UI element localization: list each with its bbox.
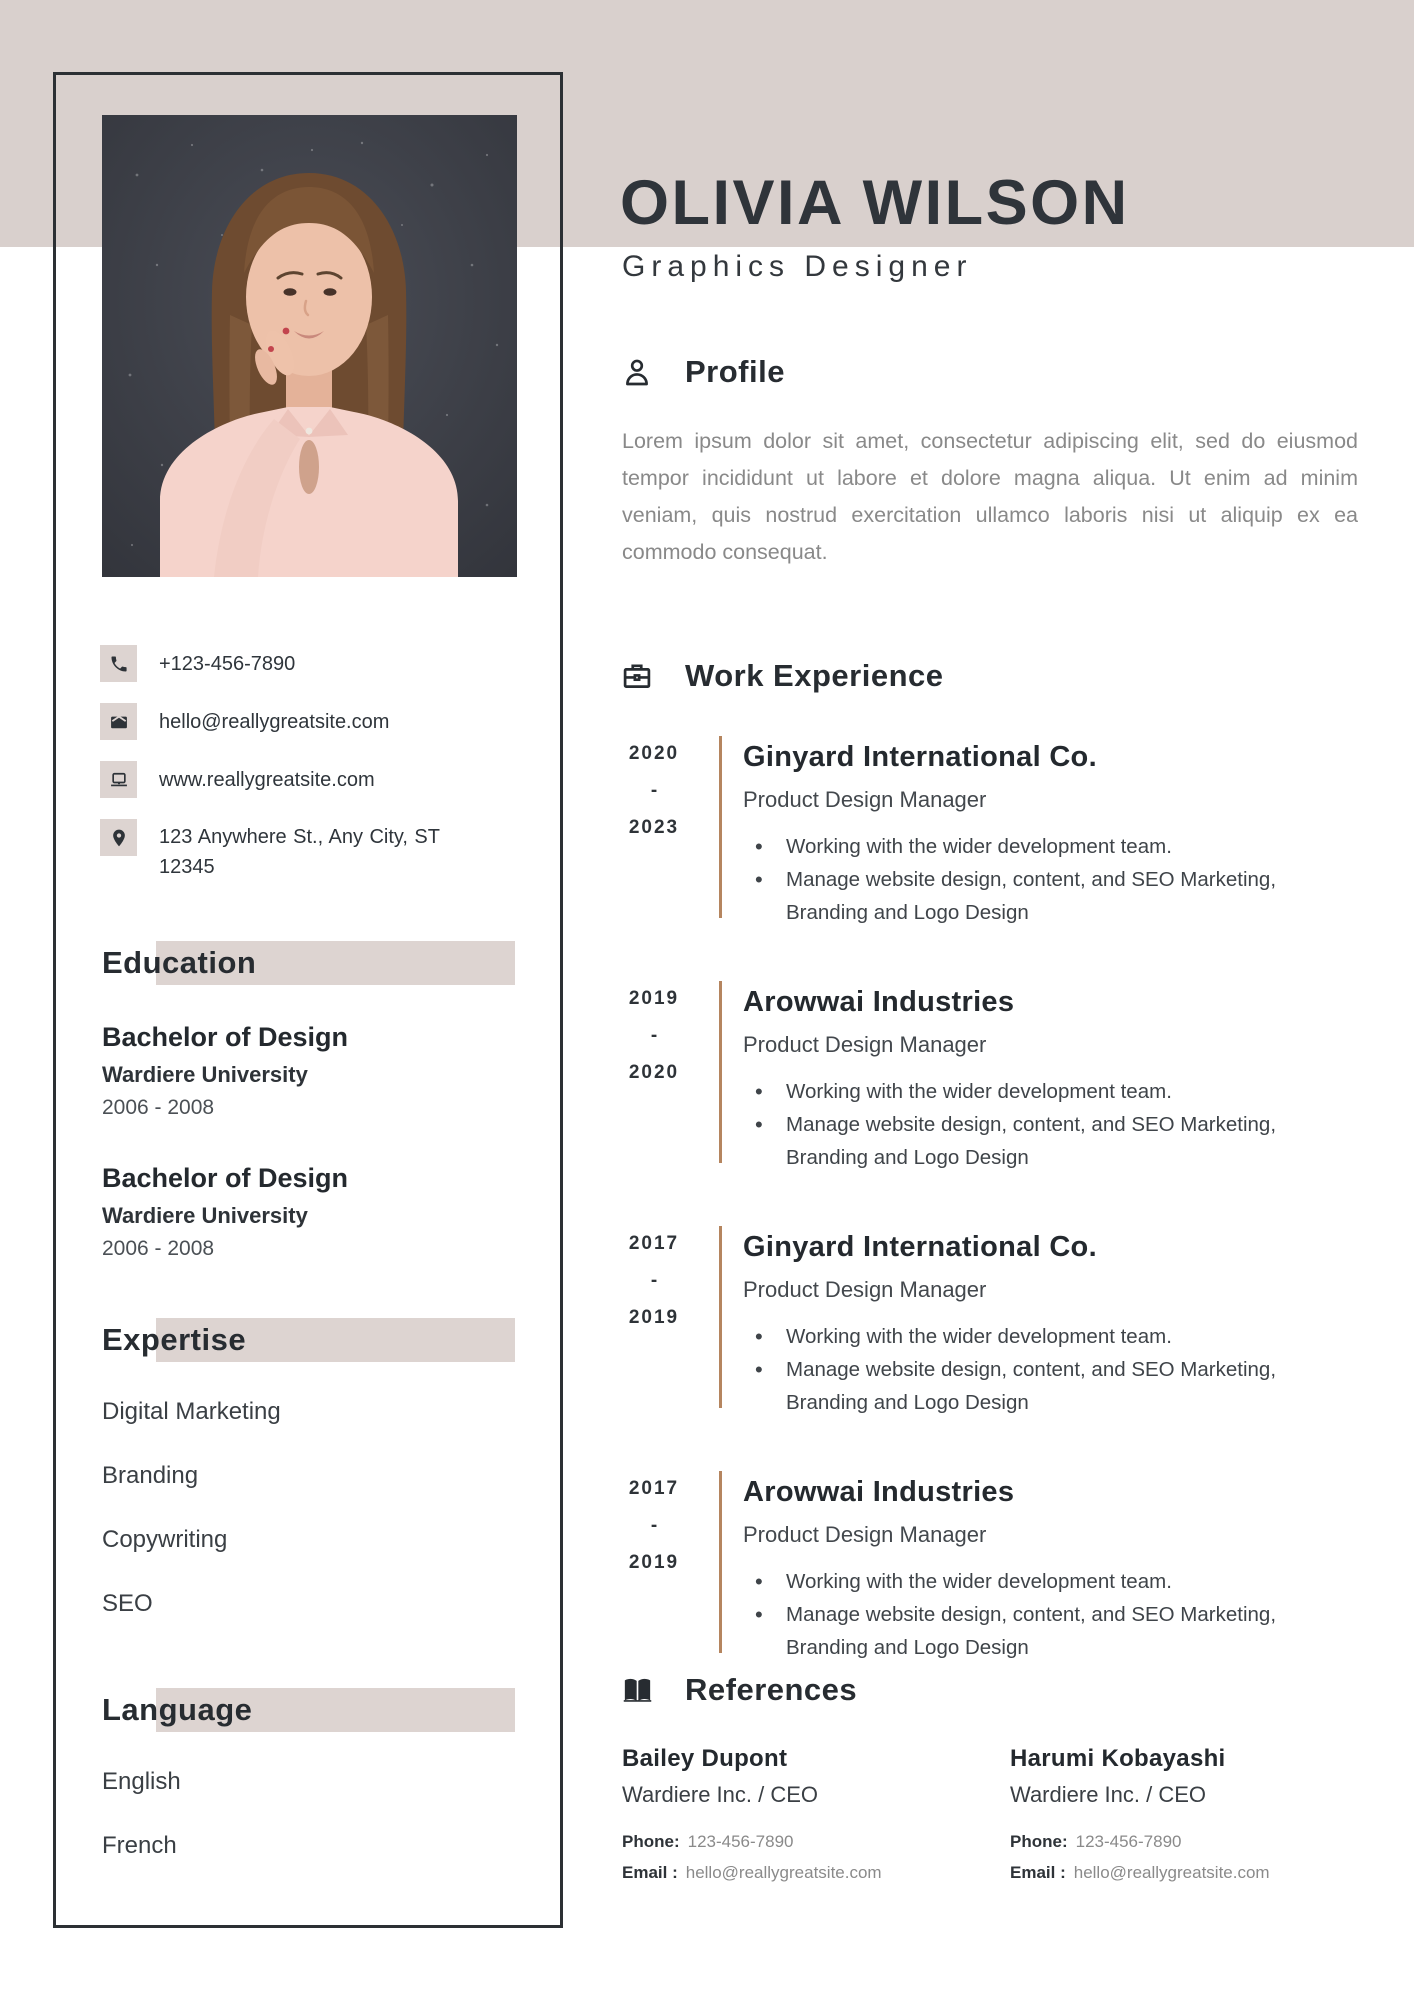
education-entry bbox=[102, 1161, 516, 1262]
education-years: 2006 - 2008 bbox=[102, 1237, 215, 1260]
reference-entry bbox=[1010, 1744, 1390, 1884]
work-experience-heading: Work Experience bbox=[620, 658, 943, 694]
phone-icon bbox=[100, 645, 137, 682]
contact-row-email bbox=[100, 703, 440, 740]
reference-company: Wardiere Inc. / CEO bbox=[1010, 1782, 1207, 1807]
email-address: hello@reallygreatsite.com bbox=[159, 711, 390, 733]
reference-name: Harumi Kobayashi bbox=[1010, 1745, 1226, 1772]
reference-name: Bailey Dupont bbox=[622, 1745, 788, 1772]
degree-title: Bachelor of Design bbox=[102, 1022, 349, 1052]
work-entry bbox=[622, 985, 1362, 1174]
page-title: OLIVIA WILSON bbox=[620, 168, 1130, 238]
work-entry-years: 2020 - 2023 bbox=[622, 743, 686, 839]
language-list bbox=[102, 1768, 516, 1860]
language-section bbox=[102, 1688, 516, 1860]
phone-label: Phone: bbox=[1010, 1832, 1068, 1851]
mailing-address: 123 Anywhere St., Any City, ST 12345 bbox=[159, 826, 440, 878]
dash: - bbox=[650, 1515, 658, 1536]
timeline-divider bbox=[719, 981, 722, 1163]
book-icon bbox=[620, 1673, 654, 1707]
job-bullets bbox=[743, 1320, 1362, 1419]
job-role: Product Design Manager bbox=[743, 1522, 987, 1547]
references-heading: References bbox=[620, 1672, 857, 1708]
school-name: Wardiere University bbox=[102, 1062, 308, 1087]
expertise-item: Copywriting bbox=[102, 1526, 228, 1553]
contact-row-phone bbox=[100, 645, 440, 682]
portrait-photo bbox=[102, 115, 517, 577]
website-url: www.reallygreatsite.com bbox=[159, 769, 375, 791]
language-heading: Language bbox=[102, 1688, 516, 1732]
email-label: Email : bbox=[1010, 1863, 1066, 1882]
work-entry bbox=[622, 1475, 1362, 1664]
work-entry bbox=[622, 1230, 1362, 1419]
expertise-item: Branding bbox=[102, 1462, 199, 1489]
work-entry-years: 2017 - 2019 bbox=[622, 1478, 686, 1574]
timeline-divider bbox=[719, 1226, 722, 1408]
job-role: Product Design Manager bbox=[743, 787, 987, 812]
reference-entry bbox=[622, 1744, 1002, 1884]
company-name: Ginyard International Co. bbox=[743, 1231, 1097, 1263]
expertise-item: SEO bbox=[102, 1590, 153, 1617]
job-title: Graphics Designer bbox=[622, 250, 973, 283]
reference-phone-row bbox=[622, 1831, 1002, 1853]
reference-email-row bbox=[622, 1862, 1002, 1884]
work-entry-years: 2019 - 2020 bbox=[622, 988, 686, 1084]
education-years: 2006 - 2008 bbox=[102, 1096, 215, 1119]
language-item: English bbox=[102, 1768, 181, 1795]
person-icon bbox=[620, 355, 654, 389]
portrait-illustration bbox=[102, 115, 517, 577]
job-bullets bbox=[743, 1565, 1362, 1664]
dash: - bbox=[650, 1270, 658, 1291]
job-bullets bbox=[743, 830, 1362, 929]
job-role: Product Design Manager bbox=[743, 1277, 987, 1302]
phone-value: 123-456-7890 bbox=[1075, 1832, 1182, 1851]
expertise-item: Digital Marketing bbox=[102, 1398, 281, 1425]
envelope-icon bbox=[100, 703, 137, 740]
email-label: Email : bbox=[622, 1863, 678, 1882]
job-bullet: • Working with the wider development team. bbox=[755, 1320, 1351, 1353]
location-pin-icon bbox=[100, 819, 137, 856]
job-bullet: • Manage website design, content, and SEO Marketing, Branding and Logo Design bbox=[755, 1353, 1351, 1419]
reference-email-row bbox=[1010, 1862, 1390, 1884]
language-item: French bbox=[102, 1832, 177, 1859]
timeline-divider bbox=[719, 736, 722, 918]
work-entry bbox=[622, 740, 1362, 929]
expertise-section bbox=[102, 1318, 516, 1618]
email-value: hello@reallygreatsite.com bbox=[1073, 1863, 1270, 1882]
briefcase-icon bbox=[620, 659, 654, 693]
profile-paragraph: Lorem ipsum dolor sit amet, consectetur adipiscing elit, sed do eiusmod tempor incididunt ut labore et dolore magna aliqua. Ut enim ad minim veniam, quis nostrud exercitation ullamco laboris nisi ut aliquip ex ea commodo consequat. bbox=[622, 429, 1358, 564]
dash: - bbox=[650, 780, 658, 801]
job-bullet: • Working with the wider development team. bbox=[755, 830, 1351, 863]
email-value: hello@reallygreatsite.com bbox=[685, 1863, 882, 1882]
reference-phone-row bbox=[1010, 1831, 1390, 1853]
job-bullet: • Manage website design, content, and SEO Marketing, Branding and Logo Design bbox=[755, 1598, 1351, 1664]
job-role: Product Design Manager bbox=[743, 1032, 987, 1057]
work-entry-years: 2017 - 2019 bbox=[622, 1233, 686, 1329]
company-name: Arowwai Industries bbox=[743, 986, 1015, 1018]
job-bullet: • Working with the wider development team. bbox=[755, 1565, 1351, 1598]
dash: - bbox=[650, 1025, 658, 1046]
education-section bbox=[102, 941, 516, 1262]
expertise-list bbox=[102, 1398, 516, 1618]
company-name: Arowwai Industries bbox=[743, 1476, 1015, 1508]
company-name: Ginyard International Co. bbox=[743, 741, 1097, 773]
contact-section bbox=[100, 645, 440, 903]
education-entry bbox=[102, 1020, 516, 1121]
education-heading: Education bbox=[102, 941, 516, 985]
degree-title: Bachelor of Design bbox=[102, 1163, 349, 1193]
phone-label: Phone: bbox=[622, 1832, 680, 1851]
expertise-heading: Expertise bbox=[102, 1318, 516, 1362]
reference-company: Wardiere Inc. / CEO bbox=[622, 1782, 819, 1807]
phone-value: 123-456-7890 bbox=[687, 1832, 794, 1851]
job-bullet: • Manage website design, content, and SEO Marketing, Branding and Logo Design bbox=[755, 1108, 1351, 1174]
phone-number: +123-456-7890 bbox=[159, 653, 296, 675]
contact-row-website bbox=[100, 761, 440, 798]
laptop-icon bbox=[100, 761, 137, 798]
job-bullet: • Working with the wider development team. bbox=[755, 1075, 1351, 1108]
school-name: Wardiere University bbox=[102, 1203, 308, 1228]
timeline-divider bbox=[719, 1471, 722, 1653]
profile-heading: Profile bbox=[620, 354, 785, 390]
contact-row-address bbox=[100, 819, 440, 882]
job-bullets bbox=[743, 1075, 1362, 1174]
job-bullet: • Manage website design, content, and SEO Marketing, Branding and Logo Design bbox=[755, 863, 1351, 929]
